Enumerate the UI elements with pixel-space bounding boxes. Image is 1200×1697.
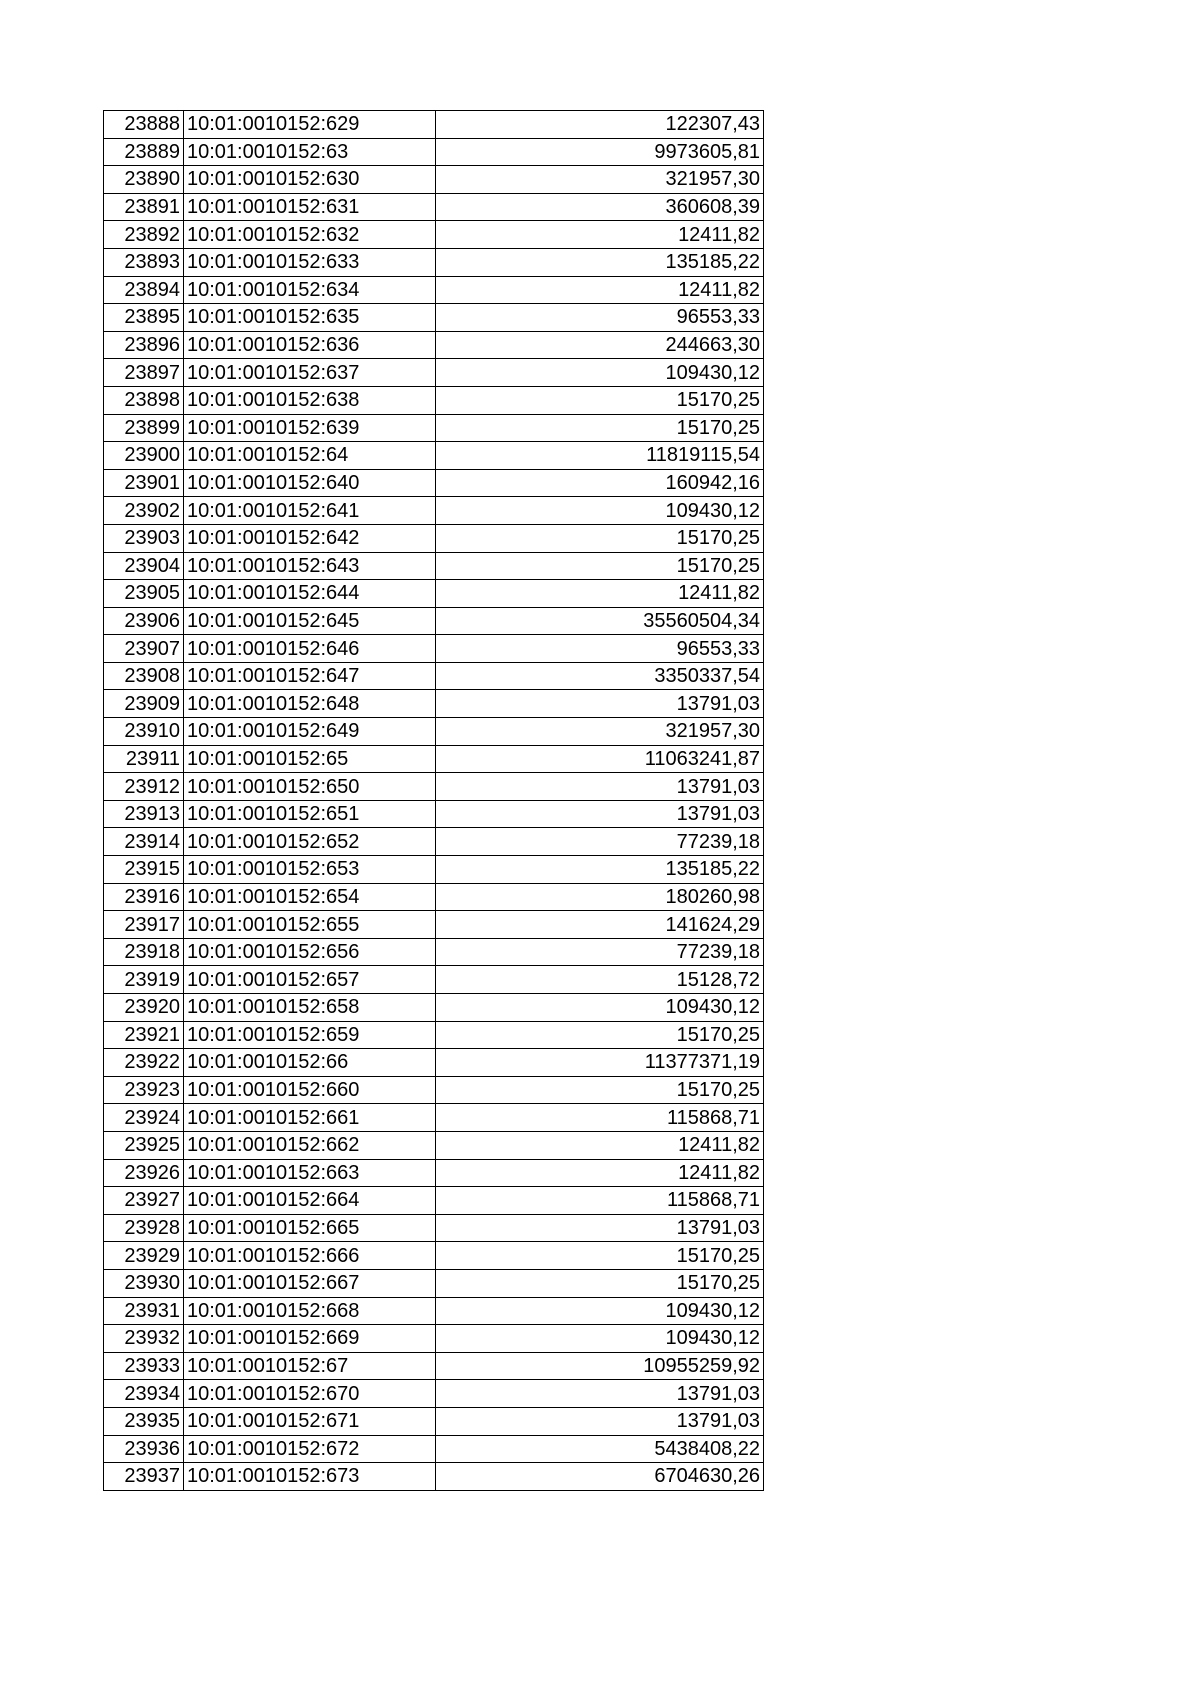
- value-cell: 135185,22: [436, 248, 764, 276]
- row-number-cell: 23901: [104, 469, 184, 497]
- value-cell: 77239,18: [436, 828, 764, 856]
- table-row: [104, 828, 764, 856]
- cadastral-number-cell: 10:01:0010152:644: [184, 580, 436, 608]
- value-cell: 321957,30: [436, 166, 764, 194]
- cadastral-number-cell: 10:01:0010152:656: [184, 938, 436, 966]
- row-number-cell: 23934: [104, 1380, 184, 1408]
- table-row: [104, 773, 764, 801]
- table-row: [104, 1297, 764, 1325]
- table-row: [104, 690, 764, 718]
- value-cell: 96553,33: [436, 635, 764, 663]
- table-body: [104, 111, 764, 1491]
- value-cell: 15170,25: [436, 1242, 764, 1270]
- table-row: [104, 1076, 764, 1104]
- cadastral-value-table: [103, 110, 764, 1491]
- value-cell: 15170,25: [436, 1269, 764, 1297]
- table-row: [104, 607, 764, 635]
- value-cell: 13791,03: [436, 800, 764, 828]
- cadastral-number-cell: 10:01:0010152:641: [184, 497, 436, 525]
- table-row: [104, 1352, 764, 1380]
- row-number-cell: 23936: [104, 1435, 184, 1463]
- table-row: [104, 662, 764, 690]
- table-row: [104, 524, 764, 552]
- cadastral-number-cell: 10:01:0010152:652: [184, 828, 436, 856]
- cadastral-number-cell: 10:01:0010152:670: [184, 1380, 436, 1408]
- row-number-cell: 23915: [104, 856, 184, 884]
- row-number-cell: 23935: [104, 1407, 184, 1435]
- table-row: [104, 386, 764, 414]
- cadastral-number-cell: 10:01:0010152:665: [184, 1214, 436, 1242]
- row-number-cell: 23892: [104, 221, 184, 249]
- value-cell: 6704630,26: [436, 1463, 764, 1491]
- value-cell: 5438408,22: [436, 1435, 764, 1463]
- cadastral-number-cell: 10:01:0010152:662: [184, 1131, 436, 1159]
- table-row: [104, 1269, 764, 1297]
- value-cell: 160942,16: [436, 469, 764, 497]
- row-number-cell: 23888: [104, 111, 184, 139]
- row-number-cell: 23904: [104, 552, 184, 580]
- value-cell: 15170,25: [436, 386, 764, 414]
- cadastral-number-cell: 10:01:0010152:634: [184, 276, 436, 304]
- value-cell: 360608,39: [436, 193, 764, 221]
- cadastral-number-cell: 10:01:0010152:669: [184, 1325, 436, 1353]
- row-number-cell: 23929: [104, 1242, 184, 1270]
- table-row: [104, 1159, 764, 1187]
- table-row: [104, 359, 764, 387]
- row-number-cell: 23923: [104, 1076, 184, 1104]
- value-cell: 15170,25: [436, 552, 764, 580]
- table-row: [104, 911, 764, 939]
- table-row: [104, 1435, 764, 1463]
- row-number-cell: 23903: [104, 524, 184, 552]
- cadastral-number-cell: 10:01:0010152:632: [184, 221, 436, 249]
- value-cell: 15170,25: [436, 1021, 764, 1049]
- table-row: [104, 1463, 764, 1491]
- value-cell: 135185,22: [436, 856, 764, 884]
- table-row: [104, 883, 764, 911]
- row-number-cell: 23909: [104, 690, 184, 718]
- row-number-cell: 23908: [104, 662, 184, 690]
- value-cell: 96553,33: [436, 304, 764, 332]
- value-cell: 180260,98: [436, 883, 764, 911]
- cadastral-number-cell: 10:01:0010152:673: [184, 1463, 436, 1491]
- cadastral-number-cell: 10:01:0010152:640: [184, 469, 436, 497]
- cadastral-number-cell: 10:01:0010152:661: [184, 1104, 436, 1132]
- row-number-cell: 23902: [104, 497, 184, 525]
- table-row: [104, 469, 764, 497]
- table-row: [104, 221, 764, 249]
- cadastral-number-cell: 10:01:0010152:654: [184, 883, 436, 911]
- table-row: [104, 442, 764, 470]
- value-cell: 12411,82: [436, 580, 764, 608]
- value-cell: 109430,12: [436, 1325, 764, 1353]
- table-row: [104, 1021, 764, 1049]
- row-number-cell: 23933: [104, 1352, 184, 1380]
- cadastral-number-cell: 10:01:0010152:630: [184, 166, 436, 194]
- table-row: [104, 111, 764, 139]
- row-number-cell: 23899: [104, 414, 184, 442]
- table-row: [104, 304, 764, 332]
- table-row: [104, 276, 764, 304]
- row-number-cell: 23914: [104, 828, 184, 856]
- row-number-cell: 23889: [104, 138, 184, 166]
- table-row: [104, 1187, 764, 1215]
- cadastral-number-cell: 10:01:0010152:645: [184, 607, 436, 635]
- value-cell: 35560504,34: [436, 607, 764, 635]
- row-number-cell: 23910: [104, 718, 184, 746]
- value-cell: 12411,82: [436, 276, 764, 304]
- cadastral-number-cell: 10:01:0010152:672: [184, 1435, 436, 1463]
- cadastral-number-cell: 10:01:0010152:64: [184, 442, 436, 470]
- value-cell: 109430,12: [436, 994, 764, 1022]
- value-cell: 15170,25: [436, 1076, 764, 1104]
- row-number-cell: 23930: [104, 1269, 184, 1297]
- cadastral-number-cell: 10:01:0010152:663: [184, 1159, 436, 1187]
- cadastral-number-cell: 10:01:0010152:639: [184, 414, 436, 442]
- value-cell: 321957,30: [436, 718, 764, 746]
- table-row: [104, 1325, 764, 1353]
- row-number-cell: 23894: [104, 276, 184, 304]
- cadastral-number-cell: 10:01:0010152:643: [184, 552, 436, 580]
- row-number-cell: 23907: [104, 635, 184, 663]
- table-row: [104, 994, 764, 1022]
- row-number-cell: 23932: [104, 1325, 184, 1353]
- row-number-cell: 23924: [104, 1104, 184, 1132]
- row-number-cell: 23900: [104, 442, 184, 470]
- cadastral-number-cell: 10:01:0010152:655: [184, 911, 436, 939]
- value-cell: 115868,71: [436, 1104, 764, 1132]
- row-number-cell: 23893: [104, 248, 184, 276]
- row-number-cell: 23926: [104, 1159, 184, 1187]
- value-cell: 11063241,87: [436, 745, 764, 773]
- table-row: [104, 1131, 764, 1159]
- value-cell: 15170,25: [436, 414, 764, 442]
- row-number-cell: 23917: [104, 911, 184, 939]
- cadastral-number-cell: 10:01:0010152:667: [184, 1269, 436, 1297]
- row-number-cell: 23912: [104, 773, 184, 801]
- row-number-cell: 23925: [104, 1131, 184, 1159]
- cadastral-number-cell: 10:01:0010152:650: [184, 773, 436, 801]
- table-row: [104, 193, 764, 221]
- value-cell: 109430,12: [436, 1297, 764, 1325]
- cadastral-number-cell: 10:01:0010152:668: [184, 1297, 436, 1325]
- value-cell: 109430,12: [436, 497, 764, 525]
- cadastral-number-cell: 10:01:0010152:633: [184, 248, 436, 276]
- value-cell: 10955259,92: [436, 1352, 764, 1380]
- value-cell: 13791,03: [436, 1380, 764, 1408]
- cadastral-number-cell: 10:01:0010152:653: [184, 856, 436, 884]
- table-row: [104, 1214, 764, 1242]
- row-number-cell: 23922: [104, 1049, 184, 1077]
- table-row: [104, 1242, 764, 1270]
- row-number-cell: 23931: [104, 1297, 184, 1325]
- value-cell: 9973605,81: [436, 138, 764, 166]
- value-cell: 12411,82: [436, 1159, 764, 1187]
- cadastral-number-cell: 10:01:0010152:659: [184, 1021, 436, 1049]
- table-row: [104, 1407, 764, 1435]
- cadastral-number-cell: 10:01:0010152:646: [184, 635, 436, 663]
- value-cell: 13791,03: [436, 773, 764, 801]
- value-cell: 13791,03: [436, 690, 764, 718]
- row-number-cell: 23911: [104, 745, 184, 773]
- table-row: [104, 1380, 764, 1408]
- cadastral-number-cell: 10:01:0010152:651: [184, 800, 436, 828]
- value-cell: 109430,12: [436, 359, 764, 387]
- row-number-cell: 23891: [104, 193, 184, 221]
- cadastral-number-cell: 10:01:0010152:648: [184, 690, 436, 718]
- cadastral-number-cell: 10:01:0010152:642: [184, 524, 436, 552]
- cadastral-number-cell: 10:01:0010152:63: [184, 138, 436, 166]
- row-number-cell: 23895: [104, 304, 184, 332]
- table-row: [104, 800, 764, 828]
- row-number-cell: 23928: [104, 1214, 184, 1242]
- table-row: [104, 580, 764, 608]
- table-row: [104, 718, 764, 746]
- value-cell: 13791,03: [436, 1214, 764, 1242]
- value-cell: 244663,30: [436, 331, 764, 359]
- value-cell: 13791,03: [436, 1407, 764, 1435]
- table-row: [104, 166, 764, 194]
- row-number-cell: 23916: [104, 883, 184, 911]
- table-row: [104, 635, 764, 663]
- value-cell: 77239,18: [436, 938, 764, 966]
- table-row: [104, 856, 764, 884]
- cadastral-number-cell: 10:01:0010152:66: [184, 1049, 436, 1077]
- table-row: [104, 1049, 764, 1077]
- row-number-cell: 23890: [104, 166, 184, 194]
- table-row: [104, 331, 764, 359]
- cadastral-number-cell: 10:01:0010152:635: [184, 304, 436, 332]
- table-row: [104, 138, 764, 166]
- cadastral-number-cell: 10:01:0010152:666: [184, 1242, 436, 1270]
- cadastral-number-cell: 10:01:0010152:664: [184, 1187, 436, 1215]
- cadastral-number-cell: 10:01:0010152:671: [184, 1407, 436, 1435]
- value-cell: 3350337,54: [436, 662, 764, 690]
- table-row: [104, 745, 764, 773]
- cadastral-number-cell: 10:01:0010152:658: [184, 994, 436, 1022]
- value-cell: 15128,72: [436, 966, 764, 994]
- cadastral-number-cell: 10:01:0010152:636: [184, 331, 436, 359]
- cadastral-number-cell: 10:01:0010152:647: [184, 662, 436, 690]
- table-row: [104, 414, 764, 442]
- cadastral-number-cell: 10:01:0010152:637: [184, 359, 436, 387]
- cadastral-number-cell: 10:01:0010152:629: [184, 111, 436, 139]
- value-cell: 141624,29: [436, 911, 764, 939]
- cadastral-number-cell: 10:01:0010152:65: [184, 745, 436, 773]
- row-number-cell: 23905: [104, 580, 184, 608]
- row-number-cell: 23927: [104, 1187, 184, 1215]
- value-cell: 11377371,19: [436, 1049, 764, 1077]
- table-row: [104, 497, 764, 525]
- row-number-cell: 23898: [104, 386, 184, 414]
- cadastral-number-cell: 10:01:0010152:660: [184, 1076, 436, 1104]
- cadastral-number-cell: 10:01:0010152:67: [184, 1352, 436, 1380]
- value-cell: 12411,82: [436, 221, 764, 249]
- row-number-cell: 23906: [104, 607, 184, 635]
- table-row: [104, 938, 764, 966]
- row-number-cell: 23921: [104, 1021, 184, 1049]
- row-number-cell: 23919: [104, 966, 184, 994]
- cadastral-number-cell: 10:01:0010152:649: [184, 718, 436, 746]
- value-cell: 15170,25: [436, 524, 764, 552]
- cadastral-number-cell: 10:01:0010152:657: [184, 966, 436, 994]
- value-cell: 12411,82: [436, 1131, 764, 1159]
- table-row: [104, 552, 764, 580]
- value-cell: 11819115,54: [436, 442, 764, 470]
- table-row: [104, 966, 764, 994]
- value-cell: 122307,43: [436, 111, 764, 139]
- row-number-cell: 23918: [104, 938, 184, 966]
- row-number-cell: 23913: [104, 800, 184, 828]
- row-number-cell: 23896: [104, 331, 184, 359]
- value-cell: 115868,71: [436, 1187, 764, 1215]
- cadastral-number-cell: 10:01:0010152:631: [184, 193, 436, 221]
- row-number-cell: 23897: [104, 359, 184, 387]
- row-number-cell: 23920: [104, 994, 184, 1022]
- row-number-cell: 23937: [104, 1463, 184, 1491]
- table-row: [104, 248, 764, 276]
- table-row: [104, 1104, 764, 1132]
- cadastral-number-cell: 10:01:0010152:638: [184, 386, 436, 414]
